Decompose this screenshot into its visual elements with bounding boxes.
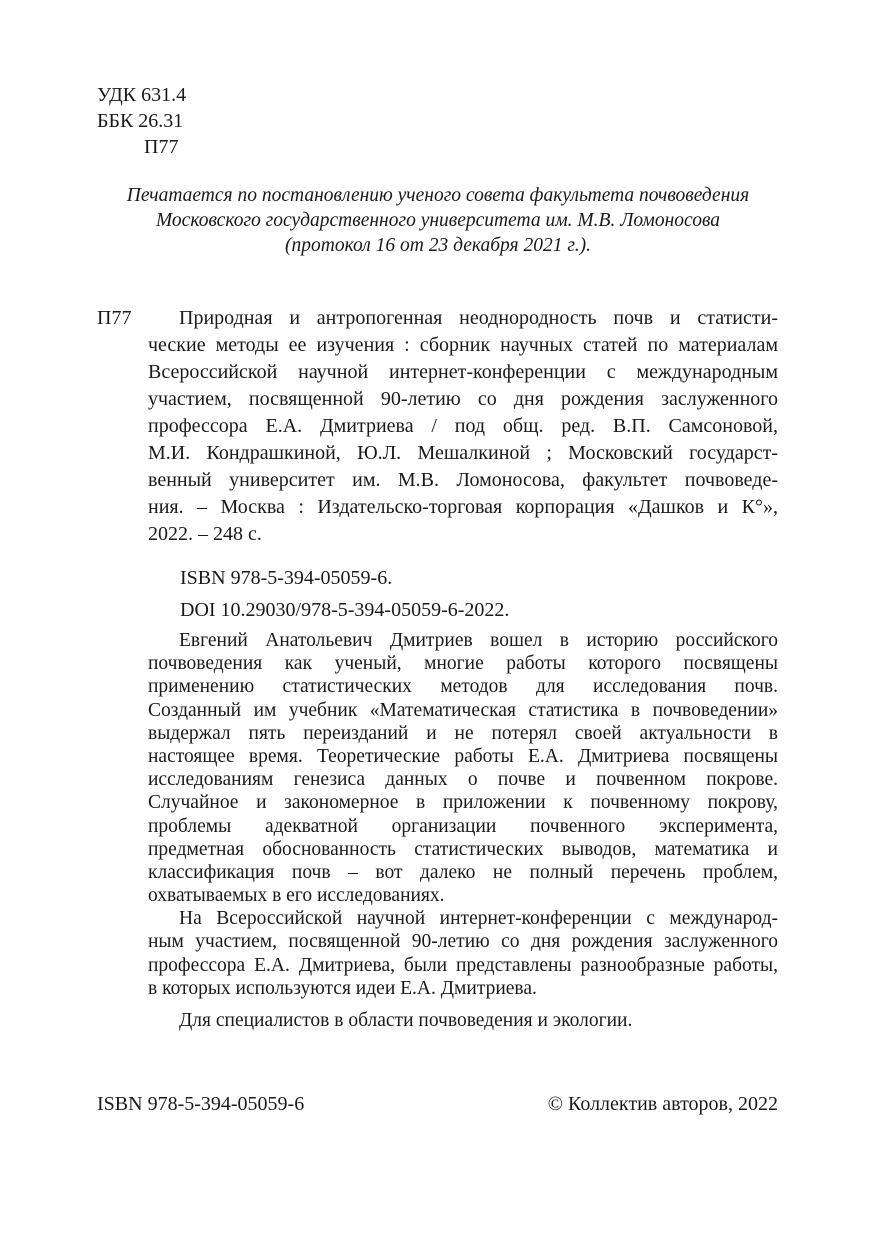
- annotation-line: На Всероссийской научной интернет-конференции с международ-: [179, 908, 778, 930]
- annotation-line: профессора Е.А. Дмитриева, были представлены разнообразные работы,: [148, 954, 778, 976]
- annotation-line: ным участием, посвященной 90-летию со дня рождения заслуженного: [148, 931, 778, 953]
- annotation-line: Созданный им учебник «Математическая статистика в почвоведении»: [148, 699, 778, 721]
- bibliographic-line: участием, посвященной 90-летию со дня рождения заслуженного: [148, 388, 778, 410]
- annotation-line: настоящее время. Теоретические работы Е.А. Дмитриева посвящены: [148, 745, 778, 767]
- target-audience: Для специалистов в области почвоведения и экологии.: [179, 1010, 633, 1031]
- bibliographic-line: Всероссийской научной интернет-конференции с международным: [148, 361, 778, 383]
- bibliographic-line: М.И. Кондрашкиной, Ю.Л. Мешалкиной ; Московский государст-: [148, 442, 778, 464]
- annotation-line: Евгений Анатольевич Дмитриев вошел в историю российского: [179, 630, 778, 651]
- annotation-line: в которых используются идеи Е.А. Дмитриева.: [148, 977, 537, 999]
- bibliographic-record: [148, 305, 778, 548]
- annotation-line: проблемы адекватной организации почвенного эксперимента,: [148, 815, 778, 837]
- annotation-line: предметная обоснованность статистических выводов, математика и: [148, 838, 778, 860]
- bibliographic-line: профессора Е.А. Дмитриева / под общ. ред. В.П. Самсоновой,: [148, 415, 778, 437]
- udk-code: УДК 631.4: [97, 84, 187, 106]
- approval-line: Московского государственного университета им. М.В. Ломоносова: [155, 210, 721, 231]
- bbk-code: ББК 26.31: [97, 110, 184, 132]
- annotation-line: исследованиям генезиса данных о почве и почвенном покрове.: [148, 769, 778, 791]
- bibliographic-line: ческие методы ее изучения : сборник научных статей по материалам: [148, 334, 778, 356]
- bibliographic-line: Природная и антропогенная неоднородность почв и статисти-: [179, 307, 778, 329]
- classification-block: [97, 82, 186, 160]
- bibliographic-line: венный университет им. М.В. Ломоносова, факультет почвоведе-: [148, 469, 778, 491]
- annotation-line: выдержал пять переизданий и не потерял своей актуальности в: [148, 722, 778, 744]
- bibliographic-author-mark: П77: [97, 307, 132, 329]
- annotation-line: почвоведения как ученый, многие работы которого посвящены: [148, 653, 778, 675]
- annotation-line: классификация почв – вот далеко не полный перечень проблем,: [148, 861, 778, 883]
- footer-isbn: ISBN 978-5-394-05059-6: [97, 1093, 305, 1115]
- annotation-line: Случайное и закономерное в приложении к почвенному покрову,: [148, 792, 778, 814]
- author-mark: П77: [144, 136, 179, 158]
- annotation-line: применению статистических методов для исследования почв.: [148, 676, 778, 698]
- approval-line: (протокол 16 от 23 декабря 2021 г.).: [285, 235, 591, 256]
- isbn-line: ISBN 978-5-394-05059-6.: [180, 567, 393, 589]
- bibliographic-line: ния. – Москва : Издательско-торговая корпорация «Дашков и К°»,: [148, 496, 778, 518]
- copyright-notice: © Коллектив авторов, 2022: [547, 1093, 778, 1115]
- approval-line: Печатается по постановлению ученого совета факультета почвоведения: [126, 185, 750, 206]
- doi-line: DOI 10.29030/978-5-394-05059-6-2022.: [180, 599, 510, 621]
- annotation-line: охватываемых в его исследованиях.: [148, 885, 445, 907]
- annotation: [148, 629, 778, 1000]
- publication-approval: [60, 183, 816, 258]
- bibliographic-line: 2022. – 248 с.: [148, 523, 262, 545]
